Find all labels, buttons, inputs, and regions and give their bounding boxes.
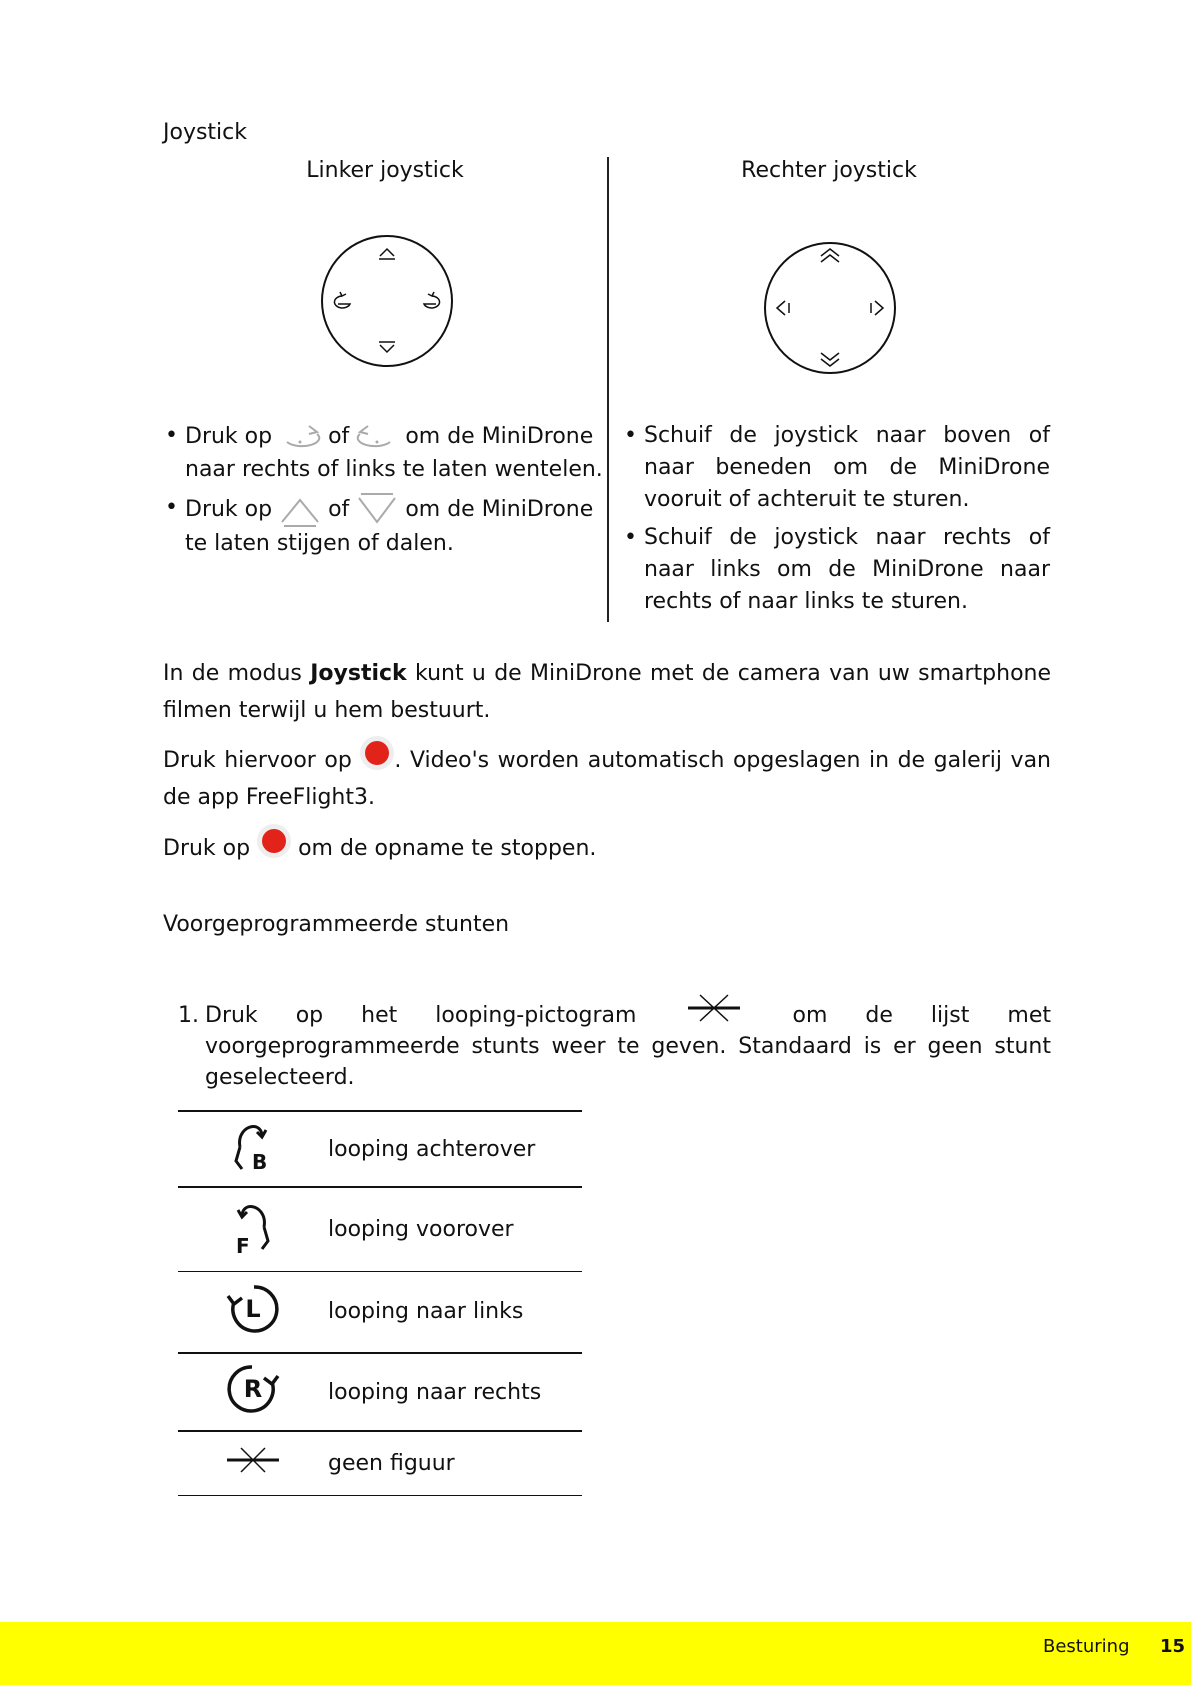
table-row[interactable] xyxy=(178,1187,582,1271)
stunt-label: looping naar links xyxy=(328,1299,524,1325)
table-row[interactable] xyxy=(178,1271,582,1353)
table-row[interactable] xyxy=(178,1111,582,1187)
svg-text:F: F xyxy=(236,1234,250,1256)
section-heading-stunts: Voorgeprogrammeerde stunten xyxy=(163,912,510,937)
table-row[interactable] xyxy=(178,1431,582,1495)
up-arrow-icon xyxy=(279,492,321,528)
svg-text:B: B xyxy=(252,1150,268,1174)
loop-right-icon xyxy=(224,1360,282,1418)
table-row[interactable] xyxy=(178,1353,582,1431)
record-icon xyxy=(257,824,291,858)
right-bullets xyxy=(624,420,1050,624)
left-bullets xyxy=(165,420,605,566)
list-item: • Schuif de joystick naar boven of naar beneden om de MiniDrone vooruit of achteruit te sturen. xyxy=(624,420,1050,516)
record-icon xyxy=(360,736,394,770)
loop-left-icon xyxy=(224,1280,282,1338)
svg-text:L: L xyxy=(245,1294,261,1323)
rotate-right-icon xyxy=(424,292,440,308)
left-joystick-diagram xyxy=(318,232,456,370)
no-figure-icon xyxy=(223,1443,283,1477)
joystick-mode-paragraph: In de modus Joystick kunt u de MiniDrone met de camera van uw smartphone filmen terwijl u hem bestuurt. xyxy=(163,661,1052,723)
left-joystick-title: Linker joystick xyxy=(306,158,464,183)
loop-forward-icon xyxy=(228,1197,278,1255)
down-arrow-icon xyxy=(379,342,395,352)
step-1: 1. Druk op het looping-pictogram om de lijst met voorgeprogrammeerde stunts weer te geven. Standaard is er geen stunt geselecteerd. xyxy=(178,1000,1051,1093)
forward-arrow-icon xyxy=(821,249,839,262)
right-joystick-diagram xyxy=(761,239,899,377)
stunt-label: geen figuur xyxy=(328,1450,455,1476)
stop-record-paragraph: Druk op om de opname te stoppen. xyxy=(163,830,1051,867)
list-item: • Schuif de joystick naar rechts of naar links om de MiniDrone naar rechts of naar links te sturen. xyxy=(624,522,1050,618)
section-heading-joystick: Joystick xyxy=(163,120,248,145)
rotate-left-icon xyxy=(356,420,398,454)
backward-arrow-icon xyxy=(821,353,839,366)
down-arrow-icon xyxy=(356,492,398,528)
looping-icon xyxy=(684,991,744,1025)
list-item: • Druk op of om de MiniDrone naar rechts of links te laten wentelen. xyxy=(165,420,605,486)
svg-text:R: R xyxy=(243,1375,263,1403)
stunt-table xyxy=(178,1110,582,1496)
rotate-left-icon xyxy=(334,292,350,308)
loop-back-icon xyxy=(228,1117,278,1175)
page-number: 15 xyxy=(1160,1636,1186,1657)
stunt-label: looping voorover xyxy=(328,1216,514,1242)
record-paragraph: Druk hiervoor op . Video's worden automatisch opgeslagen in de galerij van de app FreeFlight3. xyxy=(163,742,1051,816)
page-footer xyxy=(0,1622,1191,1685)
right-arrow-icon xyxy=(871,301,883,315)
column-divider xyxy=(607,157,609,622)
rotate-right-icon xyxy=(279,420,321,454)
stunt-label: looping achterover xyxy=(328,1136,536,1162)
footer-section-label: Besturing xyxy=(1043,1636,1130,1657)
list-item: • Druk op of om de MiniDrone te laten stijgen of dalen. xyxy=(165,492,605,560)
right-joystick-title: Rechter joystick xyxy=(741,158,917,183)
left-arrow-icon xyxy=(777,301,789,315)
up-arrow-icon xyxy=(379,249,395,259)
stunt-label: looping naar rechts xyxy=(328,1379,542,1405)
